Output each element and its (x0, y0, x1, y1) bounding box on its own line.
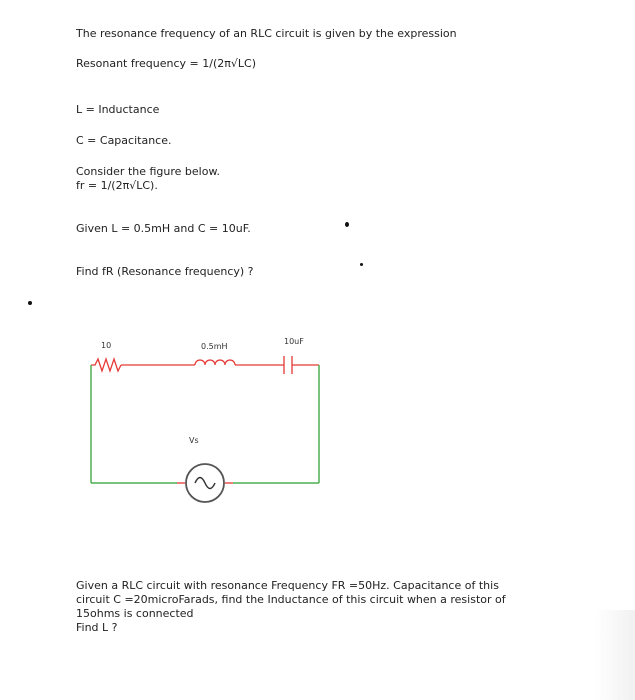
formula-repeat: fr = 1/(2π√LC). (76, 179, 158, 192)
consider-figure-text: Consider the figure below. (76, 165, 220, 178)
stray-dot (345, 222, 349, 227)
find-question-text: Find fR (Resonance frequency) ? (76, 265, 254, 278)
stray-dot (28, 301, 32, 305)
source-label: Vs (189, 436, 199, 445)
intro-text: The resonance frequency of an RLC circuit is given by the expression (76, 27, 457, 40)
second-question-line: 15ohms is connected (76, 607, 194, 620)
given-values-text: Given L = 0.5mH and C = 10uF. (76, 222, 251, 235)
second-question (76, 579, 556, 635)
stray-dot (360, 263, 363, 266)
capacitor-label: 10uF (284, 337, 304, 346)
inductor-label: 0.5mH (201, 342, 228, 351)
resistor-symbol (91, 359, 121, 371)
resistor-label: 10 (101, 341, 112, 350)
definition-inductance: L = Inductance (76, 103, 160, 116)
second-question-line: circuit C =20microFarads, find the Inductance of this circuit when a resistor of (76, 593, 506, 606)
second-question-line: Find L ? (76, 621, 118, 634)
inductor-symbol (195, 360, 235, 365)
rlc-circuit-diagram (80, 327, 340, 512)
second-question-line: Given a RLC circuit with resonance Frequency FR =50Hz. Capacitance of this (76, 579, 499, 592)
definition-capacitance: C = Capacitance. (76, 134, 172, 147)
page-edge-shadow (595, 610, 635, 700)
formula-text: Resonant frequency = 1/(2π√LC) (76, 57, 256, 70)
